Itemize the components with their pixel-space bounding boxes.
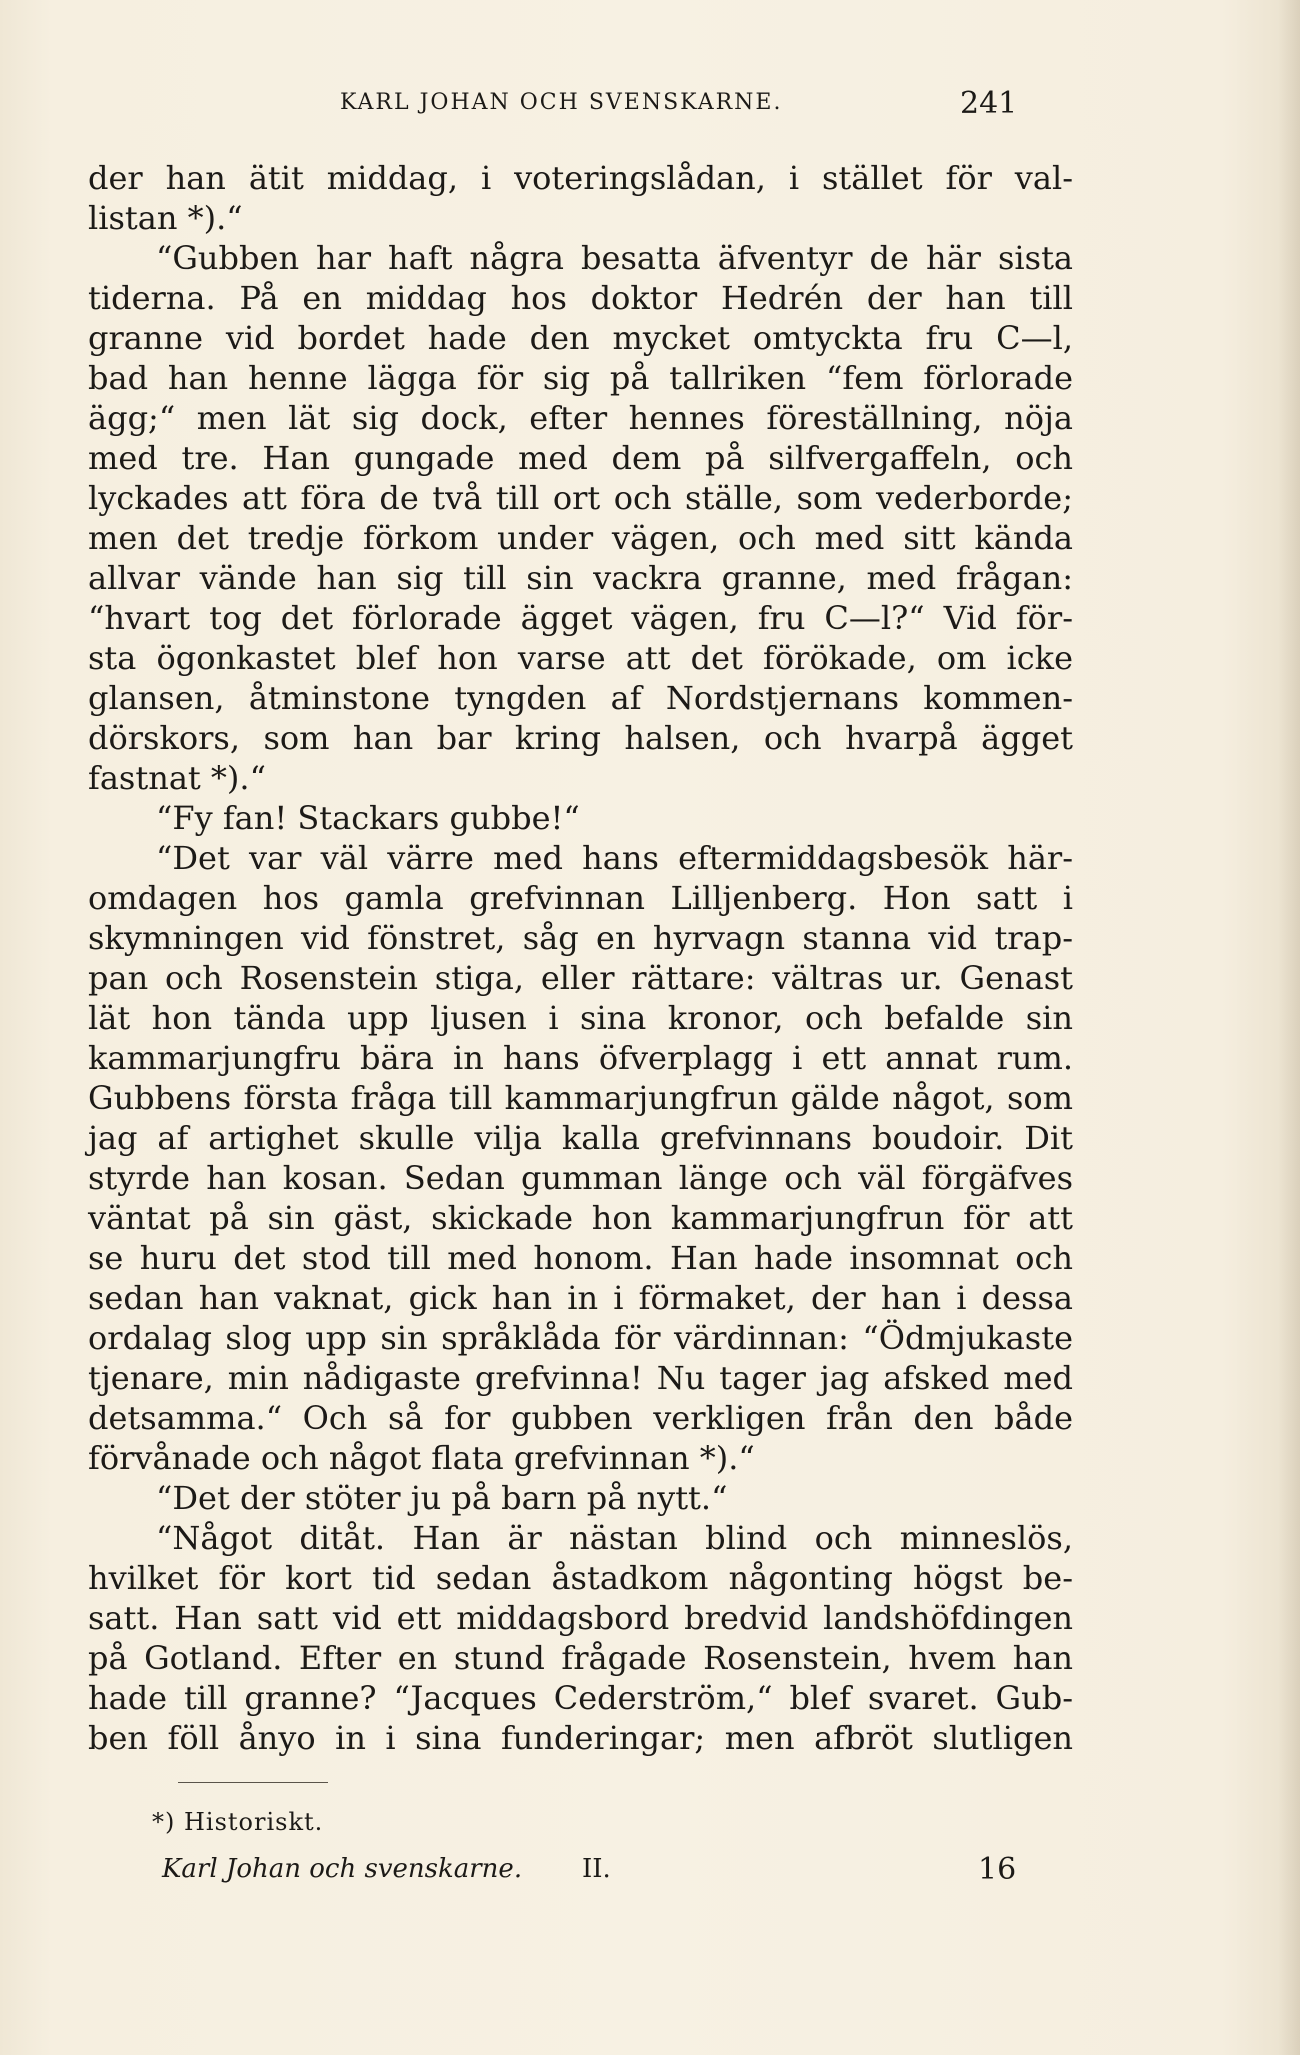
signature-title: Karl Johan och svenskarne.: [162, 1854, 523, 1884]
text-line: bad han henne lägga för sig på tallriken “fem förlorade: [88, 359, 1073, 397]
text-line: omdagen hos gamla grefvinnan Lilljenberg. Hon satt i: [88, 879, 1073, 917]
text-line: sedan han vaknat, gick han in i förmaket, der han i dessa: [88, 1279, 1073, 1317]
text-line: styrde han kosan. Sedan gumman länge och väl förgäfves: [88, 1159, 1073, 1197]
text-line: listan *).“: [88, 199, 243, 237]
text-line: på Gotland. Efter en stund frågade Rosenstein, hvem han: [88, 1639, 1073, 1677]
text-line: sta ögonkastet blef hon varse att det förökade, om icke: [88, 639, 1073, 677]
text-line: ägg;“ men lät sig dock, efter hennes föreställning, nöja: [88, 399, 1073, 437]
signature-volume: II.: [582, 1854, 611, 1884]
page-number: 241: [960, 86, 1018, 121]
text-line: tjenare, min nådigaste grefvinna! Nu tager jag afsked med: [88, 1359, 1073, 1397]
text-line: med tre. Han gungade med dem på silfvergaffeln, och: [88, 439, 1073, 477]
text-line: “hvart tog det förlorade ägget vägen, fru C—l?“ Vid för-: [88, 599, 1073, 637]
text-line: lyckades att föra de två till ort och ställe, som vederborde;: [88, 479, 1073, 517]
footnote-divider: [178, 1782, 328, 1783]
running-title: KARL JOHAN OCH SVENSKARNE.: [340, 90, 783, 115]
text-line: “Det var väl värre med hans eftermiddagsbesök här-: [156, 839, 1073, 877]
text-line: förvånade och något flata grefvinnan *).“: [88, 1439, 755, 1477]
text-line: der han ätit middag, i voteringslådan, i stället för val-: [88, 159, 1073, 197]
signature-number: 16: [978, 1852, 1017, 1887]
text-line: hvilket för kort tid sedan åstadkom någonting högst be-: [88, 1559, 1073, 1597]
text-line: väntat på sin gäst, skickade hon kammarjungfrun för att: [88, 1199, 1073, 1237]
text-line: satt. Han satt vid ett middagsbord bredvid landshöfdingen: [88, 1599, 1073, 1637]
text-line: jag af artighet skulle vilja kalla grefvinnans boudoir. Dit: [88, 1119, 1073, 1157]
text-line: detsamma.“ Och så for gubben verkligen från den både: [88, 1399, 1073, 1437]
text-line: granne vid bordet hade den mycket omtyckta fru C—l,: [88, 319, 1073, 357]
text-line: fastnat *).“: [88, 759, 266, 797]
text-line: tiderna. På en middag hos doktor Hedrén der han till: [88, 279, 1073, 317]
text-line: allvar vände han sig till sin vackra granne, med frågan:: [88, 559, 1073, 597]
text-line: “Gubben har haft några besatta äfventyr de här sista: [156, 239, 1073, 277]
text-line: “Fy fan! Stackars gubbe!“: [156, 799, 580, 837]
text-line: dörskors, som han bar kring halsen, och hvarpå ägget: [88, 719, 1073, 757]
text-line: glansen, åtminstone tyngden af Nordstjernans kommen-: [88, 679, 1073, 717]
text-line: ordalag slog upp sin språklåda för värdinnan: “Ödmjukaste: [88, 1319, 1073, 1357]
text-line: lät hon tända upp ljusen i sina kronor, och befalde sin: [88, 999, 1073, 1037]
text-line: Gubbens första fråga till kammarjungfrun gälde något, som: [88, 1079, 1073, 1117]
text-line: “Det der stöter ju på barn på nytt.“: [156, 1479, 728, 1517]
text-line: “Något ditåt. Han är nästan blind och minneslös,: [156, 1519, 1073, 1557]
text-line: kammarjungfru bära in hans öfverplagg i ett annat rum.: [88, 1039, 1073, 1077]
text-line: hade till granne? “Jacques Cederström,“ blef svaret. Gub-: [88, 1679, 1073, 1717]
body-text: [88, 158, 1073, 1758]
text-line: pan och Rosenstein stiga, eller rättare: vältras ur. Genast: [88, 959, 1073, 997]
footnote: *) Historiskt.: [152, 1808, 324, 1836]
text-line: skymningen vid fönstret, såg en hyrvagn stanna vid trap-: [88, 919, 1073, 957]
page-edge-shadow: [1278, 0, 1300, 2055]
text-line: men det tredje förkom under vägen, och med sitt kända: [88, 519, 1073, 557]
text-line: se huru det stod till med honom. Han hade insomnat och: [88, 1239, 1073, 1277]
text-line: ben föll ånyo in i sina funderingar; men afbröt slutligen: [88, 1719, 1073, 1757]
